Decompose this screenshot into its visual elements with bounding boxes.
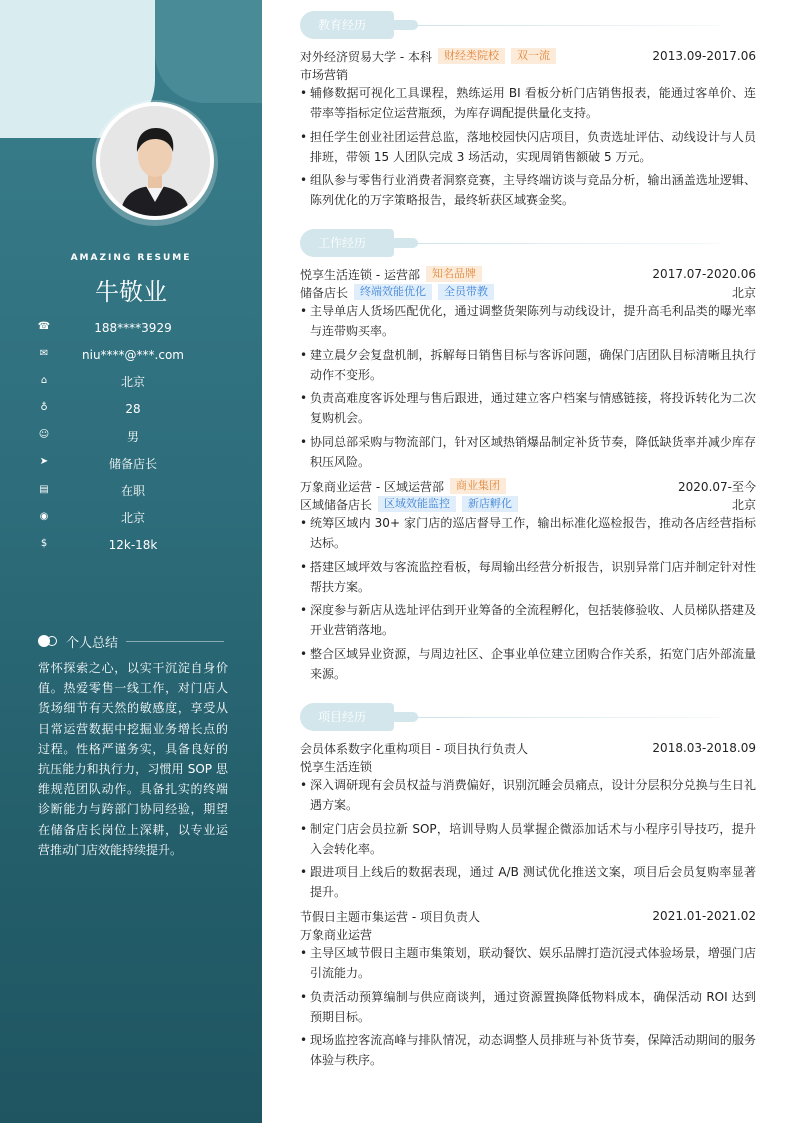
company-tag: 商业集团 xyxy=(450,478,506,494)
phone-value: 188****3929 xyxy=(94,320,172,335)
list-item: • 整合区域异业资源，与周边社区、企事业单位建立团购合作关系，拓宽门店外部流量来源。 xyxy=(300,644,756,685)
major: 市场营销 xyxy=(300,67,349,82)
company-name: 万象商业运营 - 区域运营部 xyxy=(300,479,444,494)
list-item: • 搭建区域坪效与客流监控看板，每周输出经营分析报告，识别异常门店并制定针对性帮扶方案。 xyxy=(300,557,756,598)
decorative-shape xyxy=(155,0,262,103)
brand-tagline: AMAZING RESUME xyxy=(70,253,192,263)
section-title: 工作经历 xyxy=(300,229,394,257)
project-name: 节假日主题市集运营 - 项目负责人 xyxy=(300,909,480,924)
education-header-row xyxy=(300,47,756,65)
summary-title: 个人总结 xyxy=(66,635,119,651)
summary-text: 常怀探索之心，以实干沉淀自身价值。热爱零售一线工作，对门店人货场细节有天然的敏感度，享受从日常运营数据中挖掘业务增长点的过程。性格严谨务实，具备良好的抗压能力和执行力，习惯用 SOP 思维规范团队动作。具备扎实的终端诊断能力与跨部门协同经验，期望在储备店长岗位上深耕，以专业运营推动门店效能持续提升。 xyxy=(38,661,228,857)
list-item: • 主导单店人货场匹配优化，通过调整货架陈列与动线设计，提升高毛利品类的曝光率与连带购买率。 xyxy=(300,301,756,342)
salary-icon: $ xyxy=(40,538,48,549)
project-bullets xyxy=(300,943,756,1074)
job-header-row xyxy=(300,265,756,283)
list-item: • 协同总部采购与物流部门，针对区域热销爆品制定补货节奏，降低缺货率并减少库存积压风险。 xyxy=(300,432,756,473)
info-email xyxy=(36,341,230,368)
divider xyxy=(416,717,720,718)
info-target-position xyxy=(36,450,230,477)
list-item: • 负责高难度客诉处理与售后跟进，通过建立客户档案与情感链接，将投诉转化为二次复购机会。 xyxy=(300,388,756,429)
section-header-education xyxy=(300,11,720,39)
education-bullets xyxy=(300,83,756,214)
major-row xyxy=(300,65,756,83)
section-header-projects xyxy=(300,703,720,731)
job-role-row xyxy=(300,283,756,301)
role-tag: 全员带教 xyxy=(438,284,494,300)
list-item: • 深度参与新店从选址评估到开业筹备的全流程孵化，包括装修验收、人员梯队搭建及开业营销落地。 xyxy=(300,600,756,641)
role-tag: 区域效能监控 xyxy=(378,496,456,512)
job-bullets xyxy=(300,301,756,475)
home-icon: ⌂ xyxy=(40,374,48,386)
project-date: 2018.03-2018.09 xyxy=(652,741,756,755)
company-name: 悦享生活连锁 - 运营部 xyxy=(300,267,420,282)
target-position-value: 储备店长 xyxy=(108,457,157,472)
project-org: 万象商业运营 xyxy=(300,927,373,942)
company-tag: 知名品牌 xyxy=(426,266,482,282)
role-tag: 新店孵化 xyxy=(462,496,518,512)
portrait-photo xyxy=(100,106,210,216)
job-role: 储备店长 xyxy=(300,285,349,300)
info-status xyxy=(36,477,230,504)
list-item: • 建立晨夕会复盘机制，拆解每日销售目标与客诉问题，确保门店团队目标清晰且执行动作不变形。 xyxy=(300,345,756,386)
project-name: 会员体系数字化重构项目 - 项目执行负责人 xyxy=(300,741,528,756)
project-header-row xyxy=(300,907,756,925)
contact-info-list xyxy=(36,314,230,559)
job-date: 2020.07-至今 xyxy=(678,479,756,494)
school-tag: 双一流 xyxy=(511,48,556,64)
list-item: • 统筹区域内 30+ 家门店的巡店督导工作，输出标准化巡检报告，推动各店经营指标达标。 xyxy=(300,513,756,554)
list-item: • 辅修数据可视化工具课程，熟练运用 BI 看板分析门店销售报表，能通过客单价、连带率等指标定位运营瓶颈，为库存调配提供量化支持。 xyxy=(300,83,756,124)
job-bullets xyxy=(300,513,756,687)
sidebar xyxy=(0,0,262,1123)
divider xyxy=(416,243,720,244)
briefcase-icon: ▤ xyxy=(39,483,49,495)
project-org: 悦享生活连锁 xyxy=(300,759,373,774)
list-item: • 负责活动预算编制与供应商谈判，通过资源置换降低物料成本，确保活动 ROI 达到预期目标。 xyxy=(300,987,756,1028)
project-org-row xyxy=(300,757,756,775)
divider xyxy=(416,25,720,26)
list-item: • 担任学生创业社团运营总监，落地校园快闪店项目，负责选址评估、动线设计与人员排班，带领 15 人团队完成 3 场活动，实现周销售额破 5 万元。 xyxy=(300,127,756,168)
candidate-name: 牛敬业 xyxy=(95,278,167,306)
gender-value: 男 xyxy=(126,429,139,444)
job-city: 北京 xyxy=(731,285,756,300)
status-value: 在职 xyxy=(120,484,145,499)
gender-icon: ☺ xyxy=(38,429,50,441)
info-phone xyxy=(36,314,230,341)
list-item: • 制定门店会员拉新 SOP，培训导购人员掌握企微添加话术与小程序引导技巧，提升入会转化率。 xyxy=(300,819,756,860)
hometown-value: 北京 xyxy=(120,375,145,390)
job-role-row xyxy=(300,495,756,513)
list-item: • 深入调研现有会员权益与消费偏好，识别沉睡会员痛点，设计分层积分兑换与生日礼遇方案。 xyxy=(300,775,756,816)
age-value: 28 xyxy=(125,402,141,417)
project-org-row xyxy=(300,925,756,943)
education-date: 2013.09-2017.06 xyxy=(652,49,756,63)
list-item: • 主导区域节假日主题市集策划，联动餐饮、娱乐品牌打造沉浸式体验场景，增强门店引流能力。 xyxy=(300,943,756,984)
school-tag: 财经类院校 xyxy=(438,48,505,64)
list-item: • 组队参与零售行业消费者洞察竞赛，主导终端访谈与竞品分析，输出涵盖选址逻辑、陈列优化的万字策略报告，最终斩获区域赛金奖。 xyxy=(300,170,756,211)
section-title: 项目经历 xyxy=(300,703,394,731)
salary-value: 12k-18k xyxy=(108,538,158,553)
birthday-cake-icon: ♁ xyxy=(40,402,48,414)
section-title: 教育经历 xyxy=(300,11,394,39)
paper-plane-icon: ➤ xyxy=(39,456,49,468)
info-hometown xyxy=(36,368,230,395)
info-age xyxy=(36,396,230,423)
list-item: • 现场监控客流高峰与排队情况，动态调整人员排班与补货节奏，保障活动期间的服务体验与秩序。 xyxy=(300,1030,756,1071)
project-header-row xyxy=(300,739,756,757)
info-location xyxy=(36,504,230,531)
summary-header xyxy=(38,632,224,650)
info-salary xyxy=(36,532,230,559)
job-date: 2017.07-2020.06 xyxy=(652,267,756,281)
job-city: 北京 xyxy=(731,497,756,512)
location-pin-icon: ◉ xyxy=(39,510,49,522)
section-header-work xyxy=(300,229,720,257)
list-item: • 跟进项目上线后的数据表现，通过 A/B 测试优化推送文案，项目后会员复购率显著提升。 xyxy=(300,862,756,903)
info-gender xyxy=(36,423,230,450)
phone-icon: ☎ xyxy=(37,320,51,332)
project-bullets xyxy=(300,775,756,906)
role-tag: 终端效能优化 xyxy=(354,284,432,300)
project-date: 2021.01-2021.02 xyxy=(652,909,756,923)
location-value: 北京 xyxy=(120,511,145,526)
divider xyxy=(126,641,224,642)
email-icon: ✉ xyxy=(39,347,49,359)
job-role: 区域储备店长 xyxy=(300,497,373,512)
school-name: 对外经济贸易大学 - 本科 xyxy=(300,49,432,64)
avatar xyxy=(96,102,214,220)
job-header-row xyxy=(300,477,756,495)
email-value: niu****@***.com xyxy=(82,347,184,362)
circles-icon xyxy=(38,635,60,647)
